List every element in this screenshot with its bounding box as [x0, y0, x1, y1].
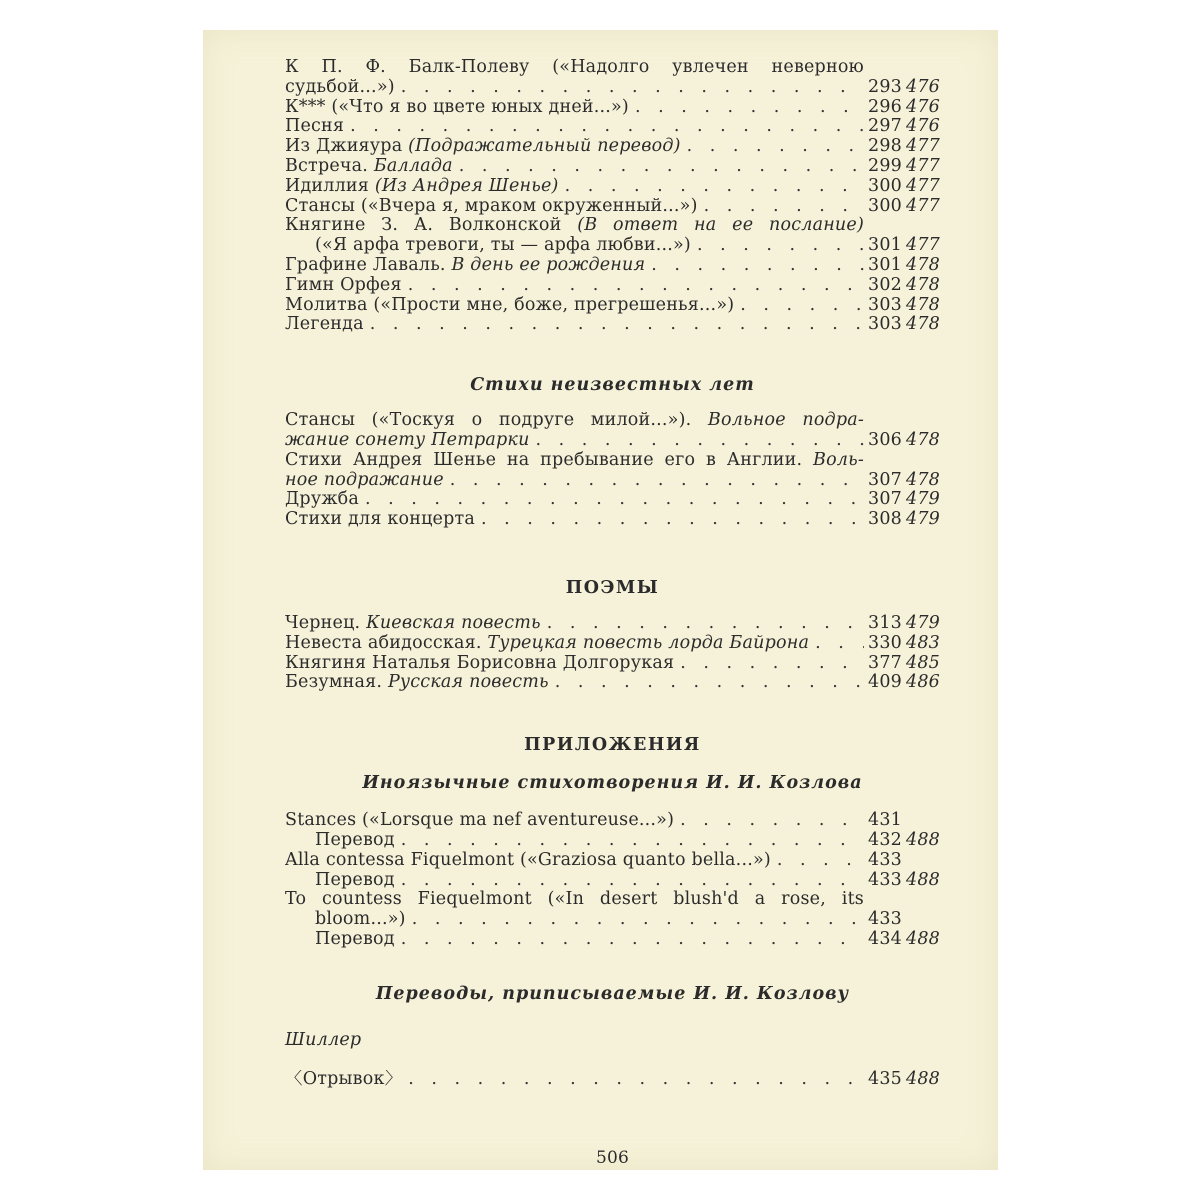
toc-entry	[285, 510, 940, 530]
toc-entry-text: Графине Лаваль.	[285, 255, 452, 275]
page-ref: 434	[868, 929, 903, 949]
note-page-ref: 488	[905, 830, 940, 850]
page-ref: 433	[868, 870, 903, 890]
toc-entry-title	[285, 673, 549, 693]
toc-entry-title: Молитва («Прости мне, боже, прегрешенья...»)	[285, 295, 735, 315]
toc-entry-title	[285, 157, 453, 177]
toc-entry-subtitle: (В ответ на ее послание)	[577, 216, 864, 236]
toc-entry	[285, 197, 940, 217]
page-ref: 300	[868, 176, 903, 196]
page-ref: 307	[868, 490, 903, 510]
note-page-ref: 478	[905, 470, 940, 490]
page-number: 506	[595, 1148, 630, 1168]
leader-dots	[697, 236, 864, 256]
leader-dots	[401, 871, 864, 891]
toc-entry-text: Из Джияура	[285, 137, 409, 157]
note-page-ref: 486	[905, 673, 940, 693]
page-ref: 431	[868, 811, 903, 831]
leader-dots	[680, 654, 864, 674]
note-page-ref: 485	[905, 653, 940, 673]
toc-entry	[285, 654, 940, 674]
leader-dots	[412, 910, 864, 930]
note-page-ref: 476	[905, 97, 940, 117]
toc-entry-title: («Я арфа тревоги, ты — арфа любви...»)	[315, 236, 691, 256]
toc-entry-title: Княгиня Наталья Борисовна Долгорукая	[285, 653, 675, 673]
section-heading-appendix: ПРИЛОЖЕНИЯ	[524, 735, 701, 756]
note-page-ref: 483	[905, 633, 940, 653]
toc-entry-title: Перевод	[315, 870, 395, 890]
toc-entry	[285, 910, 940, 930]
leader-dots	[408, 1070, 864, 1090]
toc-entry	[285, 614, 940, 634]
toc-entry	[285, 98, 940, 118]
leader-dots	[547, 614, 864, 634]
toc-block-5	[285, 1070, 940, 1090]
toc-entry-title: Гимн Орфея	[285, 275, 402, 295]
toc-entry-text: Чернец.	[285, 613, 367, 633]
toc-entry-line	[285, 411, 940, 431]
toc-entry	[285, 811, 940, 831]
leader-dots	[565, 177, 864, 197]
toc-entry-text: Стихи Андрея Шенье на пребывание его в Англии.	[285, 450, 814, 470]
leader-dots	[450, 471, 864, 491]
toc-entry	[285, 276, 940, 296]
toc-entry	[285, 634, 940, 654]
page-ref: 308	[868, 510, 903, 530]
note-page-ref: 477	[905, 236, 940, 256]
section-heading-foreign-poems: Иноязычные стихотворения И. И. Козлова	[362, 773, 863, 794]
toc-block-1	[285, 58, 940, 335]
note-page-ref: 477	[905, 156, 940, 176]
leader-dots	[481, 510, 864, 530]
page-ref: 307	[868, 470, 903, 490]
leader-dots	[815, 634, 864, 654]
page-ref: 301	[868, 236, 903, 256]
toc-entry	[285, 296, 940, 316]
page-ref: 435	[868, 1069, 903, 1089]
toc-entry-text: Встреча.	[285, 156, 374, 176]
toc-entry	[285, 871, 940, 891]
section-heading-unknown-years: Стихи неизвестных лет	[470, 375, 755, 396]
leader-dots	[777, 851, 864, 871]
toc-entry	[285, 1070, 940, 1090]
leader-dots	[401, 831, 864, 851]
page-ref: 433	[868, 850, 903, 870]
page-ref: 313	[868, 613, 903, 633]
toc-entry-line	[285, 451, 940, 471]
toc-entry-title: Стансы («Вчера я, мраком окруженный...»)	[285, 196, 698, 216]
leader-dots	[740, 296, 864, 316]
toc-entry-subtitle: (Из Андрея Шенье)	[374, 176, 559, 196]
note-page-ref: 479	[905, 490, 940, 510]
toc-entry	[285, 490, 940, 510]
page-ref: 301	[868, 255, 903, 275]
toc-entry-title	[285, 634, 809, 654]
toc-entry-text: Идиллия	[285, 176, 375, 196]
leader-dots	[651, 256, 864, 276]
toc-entry-text: Безумная.	[285, 673, 388, 693]
page-ref: 306	[868, 430, 903, 450]
book-page	[203, 30, 998, 1170]
page-ref: 302	[868, 275, 903, 295]
leader-dots	[365, 490, 864, 510]
note-page-ref: 479	[905, 510, 940, 530]
toc-entry-line: К П. Ф. Балк-Полеву («Надолго увлечен неверною	[285, 58, 864, 77]
note-page-ref: 478	[905, 315, 940, 335]
toc-entry-title	[285, 177, 559, 197]
toc-entry	[285, 117, 940, 137]
toc-entry-subtitle: Русская повесть	[387, 673, 549, 693]
toc-entry	[285, 471, 940, 491]
note-page-ref: 476	[905, 77, 940, 97]
toc-entry-title	[285, 256, 645, 276]
leader-dots	[350, 117, 864, 137]
toc-entry-line: To countess Fiequelmont («In desert blush'd a rose, its	[285, 890, 864, 910]
page-ref: 377	[868, 653, 903, 673]
toc-entry	[285, 137, 940, 157]
note-page-ref: 478	[905, 275, 940, 295]
toc-entry	[285, 236, 940, 256]
page-ref: 432	[868, 830, 903, 850]
page-ref: 303	[868, 315, 903, 335]
page-ref: 409	[868, 673, 903, 693]
toc-entry-title	[285, 137, 681, 157]
toc-entry	[285, 431, 940, 451]
page-ref: 293	[868, 77, 903, 97]
leader-dots	[401, 930, 864, 950]
toc-entry-subtitle: Вольное подра-	[707, 411, 864, 431]
toc-entry-title: Alla contessa Fiquelmont («Graziosa quanto bella...»)	[285, 850, 771, 870]
page-ref: 303	[868, 295, 903, 315]
toc-entry-subtitle: Киевская повесть	[366, 613, 541, 633]
note-page-ref: 476	[905, 117, 940, 137]
note-page-ref: 488	[905, 870, 940, 890]
note-page-ref: 479	[905, 613, 940, 633]
toc-entry-title: Stances («Lorsque ma nef aventureuse...»)	[285, 811, 675, 831]
toc-entry-title: Перевод	[315, 929, 395, 949]
leader-dots	[370, 315, 864, 335]
toc-entry	[285, 930, 940, 950]
note-page-ref: 478	[905, 430, 940, 450]
toc-entry	[285, 673, 940, 693]
section-heading-attributed: Переводы, приписываемые И. И. Козлову	[375, 983, 850, 1004]
leader-dots	[687, 137, 864, 157]
toc-entry-line	[285, 216, 940, 236]
toc-entry	[285, 177, 940, 197]
note-page-ref: 477	[905, 196, 940, 216]
toc-entry-subtitle: Воль-	[813, 450, 864, 470]
toc-entry	[285, 315, 940, 335]
toc-entry-title: К*** («Что я во цвете юных дней...»)	[285, 97, 629, 117]
toc-entry	[285, 157, 940, 177]
toc-entry-title: Стихи для концерта	[285, 510, 475, 530]
leader-dots	[635, 98, 864, 118]
toc-entry-title: Дружба	[285, 490, 359, 510]
toc-entry-title: 〈Отрывок〉	[285, 1069, 403, 1089]
page-ref: 433	[868, 910, 903, 930]
toc-entry-subtitle: В день ее рождения	[451, 255, 646, 275]
leader-dots	[401, 78, 864, 98]
leader-dots	[704, 197, 864, 217]
toc-block-3	[285, 614, 940, 693]
toc-entry	[285, 78, 940, 98]
toc-block-4	[285, 811, 940, 950]
toc-entry-text: Невеста абидосская.	[285, 633, 488, 653]
page-ref: 298	[868, 137, 903, 157]
leader-dots	[536, 431, 864, 451]
author-heading: Шиллер	[285, 1029, 362, 1050]
toc-entry	[285, 851, 940, 871]
note-page-ref: 477	[905, 176, 940, 196]
note-page-ref: 488	[905, 929, 940, 949]
page-ref: 300	[868, 196, 903, 216]
toc-block-2	[285, 411, 940, 530]
toc-entry	[285, 831, 940, 851]
toc-entry-title: Перевод	[315, 830, 395, 850]
note-page-ref: 478	[905, 295, 940, 315]
toc-entry-title: жание сонету Петрарки	[285, 430, 530, 450]
toc-entry-title: Легенда	[285, 315, 364, 335]
leader-dots	[459, 157, 864, 177]
toc-entry-subtitle: Баллада	[373, 156, 453, 176]
note-page-ref: 478	[905, 255, 940, 275]
leader-dots	[408, 276, 864, 296]
toc-entry-subtitle: Турецкая повесть лорда Байрона	[487, 633, 810, 653]
toc-entry-subtitle: (Подражательный перевод)	[408, 137, 681, 157]
page-ref: 297	[868, 117, 903, 137]
page-ref: 296	[868, 97, 903, 117]
table-of-contents	[285, 58, 940, 1168]
section-heading-poems: ПОЭМЫ	[565, 577, 660, 598]
page-ref: 330	[868, 633, 903, 653]
toc-entry-text: Княгине З. А. Волконской	[285, 216, 578, 236]
toc-entry-title: Песня	[285, 117, 345, 137]
leader-dots	[680, 811, 864, 831]
toc-entry-title: bloom...»)	[315, 910, 406, 930]
toc-entry-title: ное подражание	[285, 470, 444, 490]
note-page-ref: 477	[905, 137, 940, 157]
toc-entry-text: Стансы («Тоскуя о подруге милой...»).	[285, 411, 708, 431]
note-page-ref: 488	[905, 1069, 940, 1089]
leader-dots	[555, 673, 864, 693]
toc-entry-title	[285, 614, 541, 634]
toc-entry	[285, 256, 940, 276]
page-ref: 299	[868, 156, 903, 176]
toc-entry-title: судьбой...»)	[285, 77, 395, 97]
